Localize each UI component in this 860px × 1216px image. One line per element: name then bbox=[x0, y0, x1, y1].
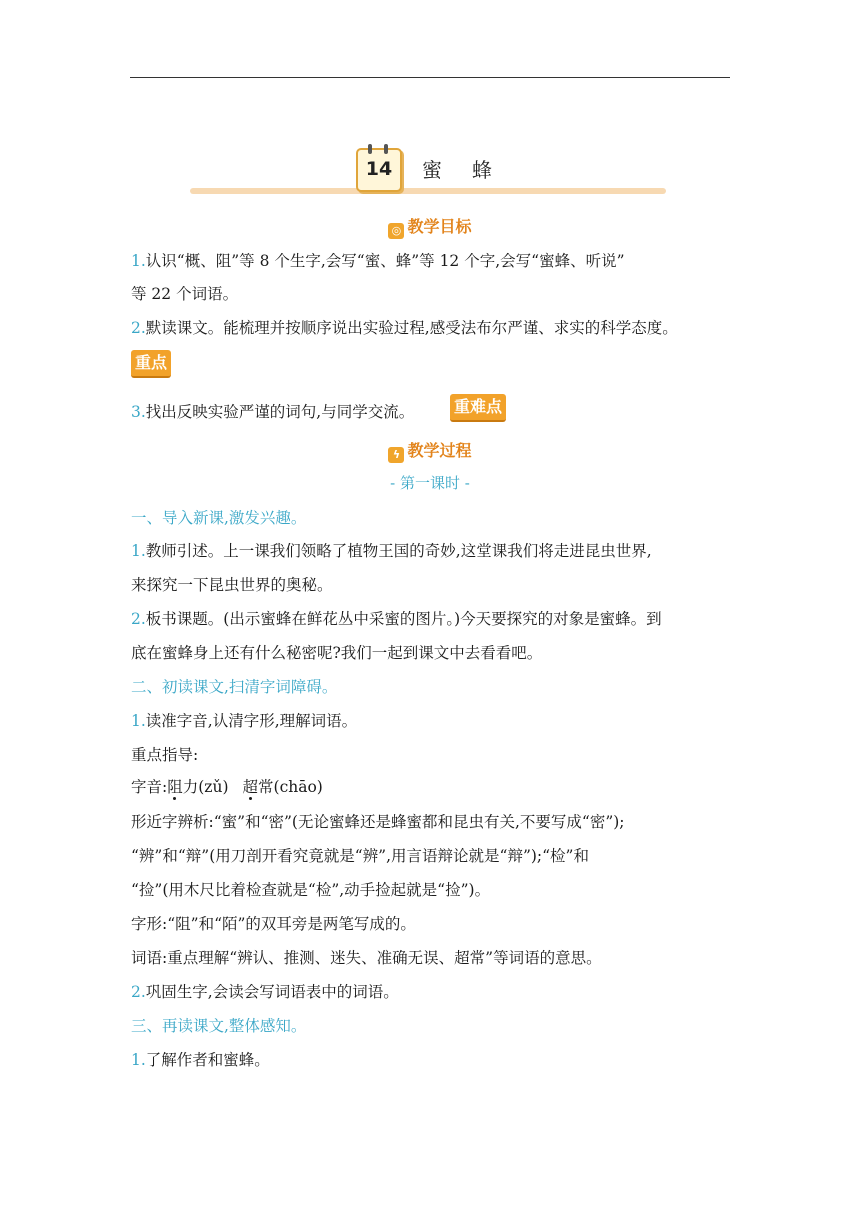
section-goals-title: 教学目标 bbox=[407, 217, 472, 236]
lesson-number: 14 bbox=[365, 158, 393, 180]
shape-line-2: “辨”和“辩”(用刀剖开看究竟就是“辨”,用言语辩论就是“辩”);“检”和 bbox=[131, 847, 589, 865]
step-2-1: 1.读准字音,认清字形,理解词语。 bbox=[131, 712, 358, 730]
guide-label: 重点指导: bbox=[131, 746, 199, 764]
step-3-1: 1.了解作者和蜜蜂。 bbox=[131, 1051, 270, 1069]
goal-1-cont: 等 22 个词语。 bbox=[131, 285, 239, 303]
key-point-tag: 重点 bbox=[131, 350, 171, 378]
lesson-header bbox=[190, 148, 670, 198]
target-icon: ◎ bbox=[388, 223, 404, 239]
shape-line-1: 形近字辨析:“蜜”和“密”(无论蜜蜂还是蜂蜜都和昆虫有关,不要写成“密”); bbox=[131, 813, 625, 831]
step-1-1-cont: 来探究一下昆虫世界的奥秘。 bbox=[131, 576, 333, 594]
step-2-heading: 二、初读课文,扫清字词障碍。 bbox=[131, 678, 338, 696]
goal-1: 1.认识“概、阻”等 8 个生字,会写“蜜、蜂”等 12 个字,会写“蜜蜂、听说” bbox=[131, 252, 625, 270]
goal-2: 2.默读课文。能梳理并按顺序说出实验过程,感受法布尔严谨、求实的科学态度。 bbox=[131, 319, 678, 337]
form-line: 字形:“阻”和“陌”的双耳旁是两笔写成的。 bbox=[131, 915, 416, 933]
shape-line-3: “捡”(用木尺比着检查就是“检”,动手捡起就是“捡”)。 bbox=[131, 881, 491, 899]
difficult-point-tag: 重难点 bbox=[450, 394, 506, 422]
step-1-1: 1.教师引述。上一课我们领略了植物王国的奇妙,这堂课我们将走进昆虫世界, bbox=[131, 542, 652, 560]
lesson-title: 蜜蜂 bbox=[422, 158, 522, 182]
step-1-2-cont: 底在蜜蜂身上还有什么秘密呢?我们一起到课文中去看看吧。 bbox=[131, 644, 543, 662]
words-line: 词语:重点理解“辨认、推测、迷失、准确无误、超常”等词语的意思。 bbox=[131, 949, 602, 967]
lightning-icon: ϟ bbox=[388, 447, 404, 463]
calendar-icon bbox=[356, 148, 402, 192]
step-2-2: 2.巩固生字,会读会写词语表中的词语。 bbox=[131, 983, 399, 1001]
goal-3: 3.找出反映实验严谨的词句,与同学交流。 bbox=[131, 403, 415, 421]
section-process-title: 教学过程 bbox=[407, 441, 472, 460]
step-1-heading: 一、导入新课,激发兴趣。 bbox=[131, 509, 307, 527]
top-rule bbox=[130, 77, 730, 78]
period-label: - 第一课时 - bbox=[390, 474, 470, 492]
header-bar bbox=[190, 188, 666, 194]
step-3-heading: 三、再读课文,整体感知。 bbox=[131, 1017, 307, 1035]
section-goals bbox=[0, 214, 860, 239]
section-process bbox=[0, 438, 860, 463]
pronunciation-line: 字音:阻力(zǔ) 超常(chāo) bbox=[131, 778, 323, 796]
step-1-2: 2.板书课题。(出示蜜蜂在鲜花丛中采蜜的图片。)今天要探究的对象是蜜蜂。到 bbox=[131, 610, 662, 628]
